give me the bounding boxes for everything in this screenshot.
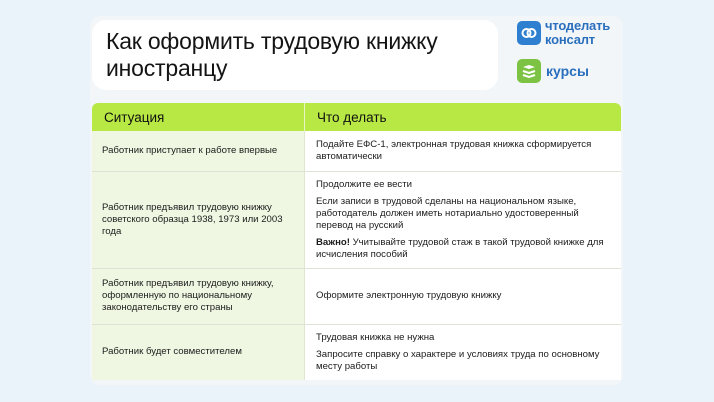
situation-cell: Работник будет совместителем — [92, 324, 305, 380]
consult-logo-icon — [517, 21, 541, 45]
action-text: Оформите электронную трудовую книжку — [316, 290, 502, 301]
action-text: Продолжите ее вести — [316, 178, 412, 190]
action-cell — [305, 268, 622, 324]
table-header — [92, 103, 621, 131]
situation-cell: Работник предъявил трудовую книжку, оформленную по национальному законодательству его страны — [92, 268, 305, 324]
action-text: Подайте ЕФС-1, электронная трудовая книжка сформируется автоматически — [316, 138, 592, 162]
action-text: Трудовая книжка не нужна — [316, 331, 435, 343]
brand-line-1: чтоделать — [545, 18, 611, 33]
table-row — [92, 268, 621, 324]
table-row — [92, 324, 621, 380]
table-row — [92, 171, 621, 268]
courses-logo — [517, 59, 610, 83]
page-title: Как оформить трудовую книжку иностранцу — [106, 28, 438, 81]
header-situation: Ситуация — [92, 103, 305, 131]
brand-line-2: консалт — [545, 32, 595, 47]
action-cell — [305, 131, 622, 171]
table-row — [92, 131, 621, 171]
header-action: Что делать — [305, 103, 622, 131]
action-text: Запросите справку о характере и условиях труда по основному месту работы — [316, 348, 600, 372]
action-cell — [305, 324, 622, 380]
brand-block — [517, 19, 610, 83]
situation-cell: Работник предъявил трудовую книжку советского образца 1938, 1973 или 2003 года — [92, 171, 305, 268]
action-cell — [305, 171, 622, 268]
note-bold: Важно! — [316, 236, 350, 248]
action-note — [316, 237, 611, 261]
action-text: Если записи в трудовой сделаны на национальном языке, работодатель должен иметь нотариально удостоверенный перевод на русский — [316, 195, 579, 231]
consult-logo — [517, 19, 610, 47]
note-text: Учитывайте трудовой стаж в такой трудовой книжке для исчисления пособий — [316, 236, 604, 260]
situation-cell: Работник приступает к работе впервые — [92, 131, 305, 171]
situations-table — [92, 103, 621, 380]
courses-label: курсы — [546, 63, 589, 79]
courses-icon — [517, 59, 541, 83]
